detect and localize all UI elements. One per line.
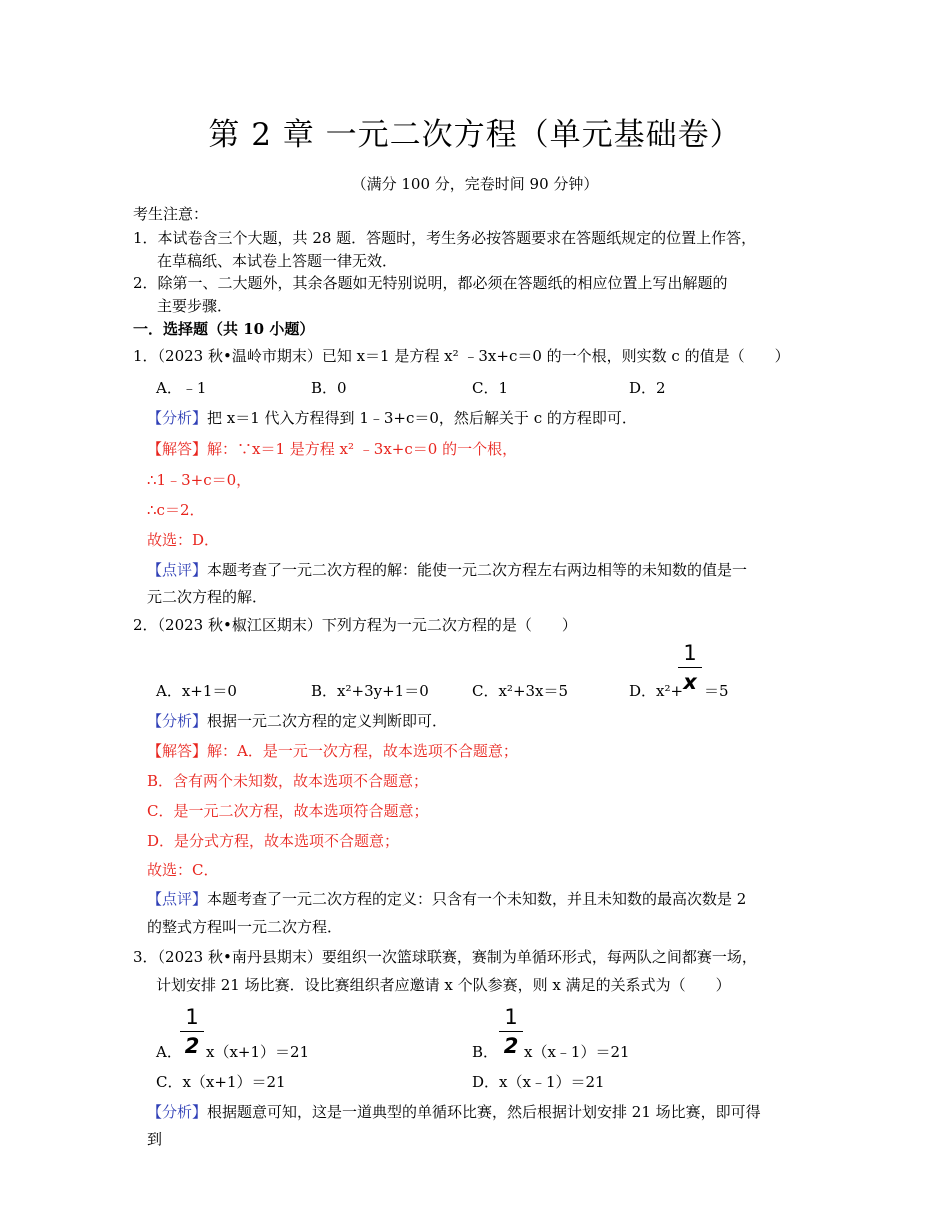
comment-text: 本题考查了一元二次方程的解：能使一元二次方程左右两边相等的未知数的值是一 [207,561,748,579]
fraction-denominator: x [683,670,697,694]
q1-option-c: C．1 [472,379,509,397]
analysis-text: 把 x＝1 代入方程得到 1﹣3+c＝0，然后解关于 c 的方程即可． [207,409,637,427]
q3-analysis [147,1102,761,1122]
section-heading: 一．选择题（共 10 小题） [133,320,315,338]
solution-line: 解：A．是一元一次方程，故本选项不合题意； [207,742,518,760]
q2-comment-cont: 的整式方程叫一元二次方程． [147,918,343,936]
q3-stem-cont: 计划安排 21 场比赛．设比赛组织者应邀请 x 个队参赛，则 x 满足的关系式为（ ） [156,976,731,994]
q1-analysis [147,408,637,428]
q2-option-c: C．x²+3x＝5 [472,682,569,700]
q2-option-d-tail: ＝5 [704,682,729,700]
comment-tag: 【点评】 [147,561,208,579]
q3-option-a-fraction [180,1005,204,1058]
q3-option-b-expr: x（x﹣1）＝21 [524,1043,630,1061]
q1-choice: 故选：D． [147,531,220,549]
page-title: 第 2 章 一元二次方程（单元基础卷） [208,117,742,153]
notice-item-1: 1．本试卷含三个大题，共 28 题．答题时，考生务必按答题要求在答题纸规定的位置上作答， [133,229,757,247]
fraction-numerator: 1 [504,1005,518,1029]
q2-analysis [147,711,447,731]
q2-option-a: A．x+1＝0 [156,682,237,700]
q1-option-a: A．﹣1 [156,379,207,397]
analysis-tag: 【分析】 [147,1103,208,1121]
q2-option-d: D．x²+ [629,682,684,700]
fraction-denominator: 2 [184,1034,200,1058]
notice-heading: 考生注意： [133,205,209,223]
solution-tag: 【解答】 [147,440,208,458]
q2-stem: 2．（2023 秋•椒江区期末）下列方程为一元二次方程的是（ ） [133,616,577,634]
solution-line: 解：∵x＝1 是方程 x² ﹣3x+c＝0 的一个根， [207,440,518,458]
fraction-bar [678,667,702,668]
q1-option-d: D．2 [629,379,666,397]
q2-solution-line-3: C．是一元二次方程，故本选项符合题意； [147,802,429,820]
page-subtitle: （满分 100 分，完卷时间 90 分钟） [351,175,599,193]
q2-solution-line-4: D．是分式方程，故本选项不合题意； [147,832,400,850]
notice-item-2-cont: 主要步骤． [157,297,233,315]
fraction-numerator: 1 [185,1005,199,1029]
q3-option-c: C．x（x+1）＝21 [156,1073,286,1091]
q1-solution-line-3: ∴c＝2． [147,501,205,519]
notice-item-2: 2．除第一、二大题外，其余各题如无特别说明，都必须在答题纸的相应位置上写出解题的 [133,274,728,292]
q3-option-b-fraction [499,1005,523,1058]
q2-option-b: B．x²+3y+1＝0 [311,682,429,700]
analysis-text: 根据题意可知，这是一道典型的单循环比赛，然后根据计划安排 21 场比赛，即可得 [207,1103,761,1121]
q3-option-b: B． [472,1043,499,1061]
q3-analysis-cont: 到 [147,1130,163,1148]
q1-comment [147,560,747,580]
q2-option-d-fraction [678,641,702,694]
solution-tag: 【解答】 [147,742,208,760]
fraction-denominator: 2 [503,1034,519,1058]
q1-solution [147,439,517,459]
comment-tag: 【点评】 [147,890,208,908]
q2-solution-line-2: B．含有两个未知数，故本选项不合题意； [147,772,429,790]
q1-option-b: B．0 [311,379,347,397]
q3-option-a-expr: x（x+1）＝21 [206,1043,310,1061]
analysis-tag: 【分析】 [147,409,208,427]
q2-solution [147,741,518,761]
q1-solution-line-2: ∴1﹣3+c＝0， [147,471,252,489]
fraction-bar [499,1031,523,1032]
q2-choice: 故选：C． [147,861,219,879]
q3-stem: 3．（2023 秋•南丹县期末）要组织一次篮球联赛，赛制为单循环形式，每两队之间都赛一场， [133,948,757,966]
fraction-bar [180,1031,204,1032]
q2-comment [147,889,746,909]
q1-stem: 1．（2023 秋•温岭市期末）已知 x＝1 是方程 x² ﹣3x+c＝0 的一个根，则实数 c 的值是（ ） [133,347,790,365]
fraction-numerator: 1 [683,641,697,665]
analysis-text: 根据一元二次方程的定义判断即可． [207,712,448,730]
q1-comment-cont: 元二次方程的解． [147,588,268,606]
q3-option-d: D．x（x﹣1）＝21 [472,1073,605,1091]
notice-item-1-cont: 在草稿纸、本试卷上答题一律无效． [157,252,398,270]
q3-option-a: A． [156,1043,182,1061]
analysis-tag: 【分析】 [147,712,208,730]
comment-text: 本题考查了一元二次方程的定义：只含有一个未知数，并且未知数的最高次数是 2 [207,890,747,908]
